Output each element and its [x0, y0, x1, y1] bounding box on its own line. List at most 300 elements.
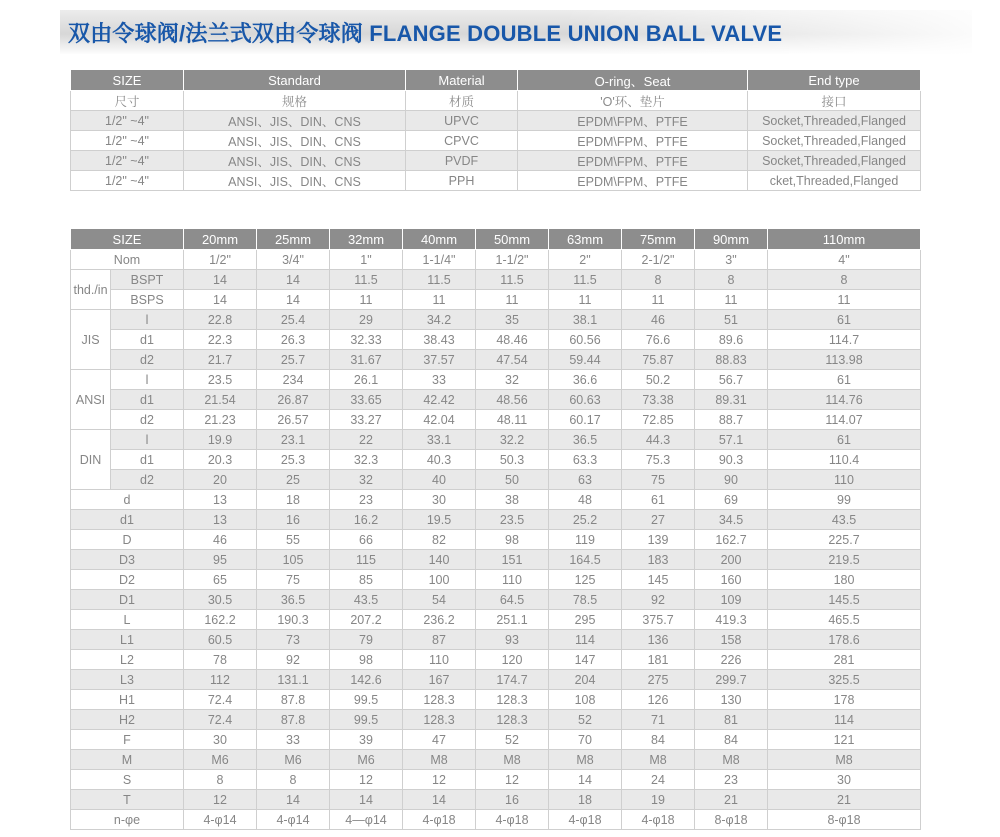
dim-cell: 8	[768, 270, 921, 290]
dim-row-label: d	[71, 490, 184, 510]
spec-cell: PPH	[406, 171, 518, 191]
dim-cell: 200	[695, 550, 768, 570]
dim-table-row	[71, 470, 921, 490]
dim-cell: 72.4	[184, 710, 257, 730]
dim-cell: 99	[768, 490, 921, 510]
dim-cell: 14	[257, 290, 330, 310]
spec-table-row	[71, 171, 921, 191]
dim-cell: 4"	[768, 250, 921, 270]
dim-cell: 60.63	[549, 390, 622, 410]
dim-cell: 93	[476, 630, 549, 650]
spec-table-row	[71, 111, 921, 131]
dim-cell: 110	[476, 570, 549, 590]
dim-cell: 14	[549, 770, 622, 790]
dim-cell: 50.2	[622, 370, 695, 390]
dim-cell: 25	[257, 470, 330, 490]
dim-cell: 160	[695, 570, 768, 590]
dim-cell: 64.5	[476, 590, 549, 610]
dim-cell: 190.3	[257, 610, 330, 630]
spec-cell: Socket,Threaded,Flanged	[748, 151, 921, 171]
dim-cell: 100	[403, 570, 476, 590]
dim-row-label: T	[71, 790, 184, 810]
dim-cell: 114.07	[768, 410, 921, 430]
dim-cell: 11	[622, 290, 695, 310]
spec-cell: ANSI、JIS、DIN、CNS	[184, 171, 406, 191]
dim-cell: 465.5	[768, 610, 921, 630]
spec-cell: 1/2" ~4"	[71, 131, 184, 151]
dim-cell: 14	[330, 790, 403, 810]
spec-column-header: End type	[748, 70, 921, 91]
dim-group-label: DIN	[71, 430, 111, 490]
dim-cell: 11	[768, 290, 921, 310]
dim-cell: 226	[695, 650, 768, 670]
spec-cell: PVDF	[406, 151, 518, 171]
dim-cell: 23.5	[476, 510, 549, 530]
dim-cell: 20.3	[184, 450, 257, 470]
dim-column-header: 32mm	[330, 229, 403, 250]
dim-cell: 19.9	[184, 430, 257, 450]
spec-cell: Socket,Threaded,Flanged	[748, 111, 921, 131]
dim-cell: 38.43	[403, 330, 476, 350]
dim-table-row	[71, 750, 921, 770]
dim-cell: 180	[768, 570, 921, 590]
spec-cell: EPDM\FPM、PTFE	[518, 131, 748, 151]
dim-cell: 33.1	[403, 430, 476, 450]
dim-header-row	[71, 229, 921, 250]
dim-row-label: Nom	[71, 250, 184, 270]
dim-cell: 87.8	[257, 690, 330, 710]
dim-cell: 76.6	[622, 330, 695, 350]
dim-row-label: L2	[71, 650, 184, 670]
dim-table-row	[71, 590, 921, 610]
dim-cell: 162.7	[695, 530, 768, 550]
dim-table-row	[71, 710, 921, 730]
dim-table-row	[71, 350, 921, 370]
dim-cell: 54	[403, 590, 476, 610]
dim-cell: M8	[695, 750, 768, 770]
dim-cell: 47	[403, 730, 476, 750]
dim-column-header: SIZE	[71, 229, 184, 250]
dim-cell: 178.6	[768, 630, 921, 650]
dim-cell: 89.6	[695, 330, 768, 350]
dim-column-header: 63mm	[549, 229, 622, 250]
dim-cell: 151	[476, 550, 549, 570]
dim-cell: 121	[768, 730, 921, 750]
dim-cell: 3"	[695, 250, 768, 270]
dim-cell: 11	[549, 290, 622, 310]
spec-cell: cket,Threaded,Flanged	[748, 171, 921, 191]
dim-cell: 85	[330, 570, 403, 590]
spec-column-header: Material	[406, 70, 518, 91]
dim-cell: 126	[622, 690, 695, 710]
dim-cell: 112	[184, 670, 257, 690]
spec-header-row-cn	[71, 91, 921, 111]
dim-cell: 61	[768, 310, 921, 330]
dim-cell: 21	[695, 790, 768, 810]
dim-cell: 27	[622, 510, 695, 530]
dim-row-label: d2	[111, 410, 184, 430]
dim-row-label: BSPT	[111, 270, 184, 290]
dim-cell: M8	[476, 750, 549, 770]
dim-row-label: BSPS	[111, 290, 184, 310]
dim-group-label: ANSI	[71, 370, 111, 430]
dim-cell: 236.2	[403, 610, 476, 630]
dim-cell: 16.2	[330, 510, 403, 530]
dim-cell: 60.17	[549, 410, 622, 430]
dim-cell: 219.5	[768, 550, 921, 570]
dim-cell: 1"	[330, 250, 403, 270]
dim-cell: 20	[184, 470, 257, 490]
dim-column-header: 25mm	[257, 229, 330, 250]
dim-cell: 23	[695, 770, 768, 790]
dim-cell: 48.11	[476, 410, 549, 430]
dim-cell: 98	[476, 530, 549, 550]
dim-cell: 325.5	[768, 670, 921, 690]
dim-cell: 98	[330, 650, 403, 670]
dim-cell: 114.76	[768, 390, 921, 410]
dim-cell: 48.46	[476, 330, 549, 350]
dim-cell: 225.7	[768, 530, 921, 550]
dim-row-label: L3	[71, 670, 184, 690]
dim-cell: 162.2	[184, 610, 257, 630]
dim-cell: M8	[622, 750, 695, 770]
dim-cell: 37.57	[403, 350, 476, 370]
spec-cell: 1/2" ~4"	[71, 151, 184, 171]
dim-cell: 164.5	[549, 550, 622, 570]
dim-cell: M6	[257, 750, 330, 770]
dim-cell: 11.5	[476, 270, 549, 290]
dim-cell: 109	[695, 590, 768, 610]
dimension-table	[70, 228, 921, 830]
dim-cell: 8	[622, 270, 695, 290]
dim-row-label: d1	[111, 330, 184, 350]
dim-cell: 61	[768, 430, 921, 450]
dim-cell: M8	[403, 750, 476, 770]
dim-cell: 51	[695, 310, 768, 330]
dim-cell: 16	[476, 790, 549, 810]
dim-cell: 4-φ18	[549, 810, 622, 830]
dim-cell: 147	[549, 650, 622, 670]
dim-cell: 14	[257, 270, 330, 290]
dim-cell: 16	[257, 510, 330, 530]
dim-cell: 55	[257, 530, 330, 550]
dim-cell: 84	[622, 730, 695, 750]
dim-cell: 92	[257, 650, 330, 670]
dim-table-row	[71, 570, 921, 590]
dim-cell: 14	[184, 270, 257, 290]
dim-cell: 78.5	[549, 590, 622, 610]
dim-cell: 25.2	[549, 510, 622, 530]
spec-column-header-cn: 规格	[184, 91, 406, 111]
dim-cell: 139	[622, 530, 695, 550]
dim-column-header: 20mm	[184, 229, 257, 250]
dim-cell: 183	[622, 550, 695, 570]
dim-cell: 1/2"	[184, 250, 257, 270]
dim-cell: 234	[257, 370, 330, 390]
dim-cell: 43.5	[768, 510, 921, 530]
dim-cell: 61	[622, 490, 695, 510]
dim-row-label: S	[71, 770, 184, 790]
dim-cell: 72.85	[622, 410, 695, 430]
spec-column-header-cn: 材质	[406, 91, 518, 111]
dim-column-header: 75mm	[622, 229, 695, 250]
spec-cell: Socket,Threaded,Flanged	[748, 131, 921, 151]
dim-cell: 19.5	[403, 510, 476, 530]
dim-cell: 56.7	[695, 370, 768, 390]
dim-cell: 12	[476, 770, 549, 790]
dim-cell: 128.3	[476, 710, 549, 730]
dim-cell: 75	[622, 470, 695, 490]
dim-cell: 110	[768, 470, 921, 490]
dim-cell: 131.1	[257, 670, 330, 690]
dim-cell: 42.04	[403, 410, 476, 430]
dim-cell: 2-1/2"	[622, 250, 695, 270]
dim-cell: 43.5	[330, 590, 403, 610]
dim-cell: 30.5	[184, 590, 257, 610]
dim-row-label: D1	[71, 590, 184, 610]
dim-cell: 34.5	[695, 510, 768, 530]
dim-cell: 60.56	[549, 330, 622, 350]
dim-cell: 4-φ18	[476, 810, 549, 830]
dim-cell: 8	[257, 770, 330, 790]
dim-cell: 79	[330, 630, 403, 650]
dim-cell: 66	[330, 530, 403, 550]
dim-table-row	[71, 330, 921, 350]
dim-cell: 145.5	[768, 590, 921, 610]
dim-cell: 24	[622, 770, 695, 790]
dim-cell: 22.3	[184, 330, 257, 350]
dim-cell: 48	[549, 490, 622, 510]
dim-cell: 42.42	[403, 390, 476, 410]
dim-cell: 2"	[549, 250, 622, 270]
dim-cell: 81	[695, 710, 768, 730]
dim-cell: 36.6	[549, 370, 622, 390]
dim-cell: 44.3	[622, 430, 695, 450]
spec-column-header: Standard	[184, 70, 406, 91]
dim-cell: 108	[549, 690, 622, 710]
dim-cell: 26.1	[330, 370, 403, 390]
dim-row-label: d2	[111, 470, 184, 490]
dim-cell: 31.67	[330, 350, 403, 370]
spec-column-header: SIZE	[71, 70, 184, 91]
dim-cell: 145	[622, 570, 695, 590]
dim-cell: 32.3	[330, 450, 403, 470]
dim-cell: 11.5	[330, 270, 403, 290]
dim-row-label: l	[111, 370, 184, 390]
dim-cell: 32.2	[476, 430, 549, 450]
dim-cell: 32.33	[330, 330, 403, 350]
spec-cell: EPDM\FPM、PTFE	[518, 151, 748, 171]
dim-cell: 13	[184, 490, 257, 510]
dim-cell: 11	[403, 290, 476, 310]
dim-cell: 72.4	[184, 690, 257, 710]
dim-cell: 251.1	[476, 610, 549, 630]
dim-cell: 87	[403, 630, 476, 650]
spec-cell: CPVC	[406, 131, 518, 151]
dim-cell: M8	[549, 750, 622, 770]
dim-table-row	[71, 670, 921, 690]
dim-table-row	[71, 630, 921, 650]
dim-cell: 128.3	[403, 710, 476, 730]
dim-cell: 8-φ18	[768, 810, 921, 830]
dim-cell: 46	[184, 530, 257, 550]
dim-cell: 75.87	[622, 350, 695, 370]
dim-cell: 46	[622, 310, 695, 330]
dim-cell: 99.5	[330, 690, 403, 710]
dim-cell: 23	[330, 490, 403, 510]
dim-cell: 89.31	[695, 390, 768, 410]
spec-cell: UPVC	[406, 111, 518, 131]
dim-column-header: 90mm	[695, 229, 768, 250]
dim-cell: 61	[768, 370, 921, 390]
dim-row-label: L1	[71, 630, 184, 650]
dim-cell: M8	[768, 750, 921, 770]
dim-row-label: l	[111, 310, 184, 330]
dim-cell: 299.7	[695, 670, 768, 690]
spec-cell: 1/2" ~4"	[71, 111, 184, 131]
dim-row-label: d2	[111, 350, 184, 370]
dim-cell: 32	[330, 470, 403, 490]
dim-cell: 114	[549, 630, 622, 650]
dim-cell: 1-1/4"	[403, 250, 476, 270]
dim-cell: 78	[184, 650, 257, 670]
dim-cell: 84	[695, 730, 768, 750]
spec-cell: 1/2" ~4"	[71, 171, 184, 191]
dim-cell: 22.8	[184, 310, 257, 330]
dim-row-label: d1	[111, 390, 184, 410]
dim-cell: 82	[403, 530, 476, 550]
dim-cell: 33	[403, 370, 476, 390]
dim-cell: 21.54	[184, 390, 257, 410]
dim-cell: 88.83	[695, 350, 768, 370]
dim-cell: 140	[403, 550, 476, 570]
dim-cell: 8	[184, 770, 257, 790]
dim-cell: 25.3	[257, 450, 330, 470]
dim-cell: 33.27	[330, 410, 403, 430]
dim-row-label: H1	[71, 690, 184, 710]
dim-cell: 75	[257, 570, 330, 590]
dim-table-row	[71, 650, 921, 670]
dim-cell: 35	[476, 310, 549, 330]
dim-cell: 12	[403, 770, 476, 790]
spec-table-row	[71, 131, 921, 151]
dim-cell: 60.5	[184, 630, 257, 650]
dim-table-row	[71, 370, 921, 390]
dim-table-row	[71, 770, 921, 790]
spec-table	[70, 69, 921, 191]
dim-cell: 87.8	[257, 710, 330, 730]
dim-cell: 40	[403, 470, 476, 490]
dim-cell: 50	[476, 470, 549, 490]
dim-cell: 125	[549, 570, 622, 590]
dim-cell: 207.2	[330, 610, 403, 630]
dim-cell: 50.3	[476, 450, 549, 470]
dim-cell: 33	[257, 730, 330, 750]
dim-cell: 90.3	[695, 450, 768, 470]
dim-column-header: 110mm	[768, 229, 921, 250]
spec-cell: ANSI、JIS、DIN、CNS	[184, 111, 406, 131]
dim-cell: 40.3	[403, 450, 476, 470]
dim-cell: 21	[768, 790, 921, 810]
dim-cell: 69	[695, 490, 768, 510]
dim-cell: 30	[403, 490, 476, 510]
dim-cell: 95	[184, 550, 257, 570]
dim-cell: 128.3	[403, 690, 476, 710]
dim-cell: 114	[768, 710, 921, 730]
dim-cell: 13	[184, 510, 257, 530]
dim-cell: 36.5	[549, 430, 622, 450]
dim-cell: 295	[549, 610, 622, 630]
dim-cell: 63	[549, 470, 622, 490]
dim-cell: 23.5	[184, 370, 257, 390]
dim-cell: M6	[330, 750, 403, 770]
dim-column-header: 50mm	[476, 229, 549, 250]
spec-column-header-cn: 尺寸	[71, 91, 184, 111]
dim-cell: 19	[622, 790, 695, 810]
dim-table-row	[71, 310, 921, 330]
dim-table-row	[71, 250, 921, 270]
dim-row-label: D3	[71, 550, 184, 570]
spec-cell: EPDM\FPM、PTFE	[518, 171, 748, 191]
dim-row-label: M	[71, 750, 184, 770]
dim-cell: M6	[184, 750, 257, 770]
dim-cell: 128.3	[476, 690, 549, 710]
dim-cell: 32	[476, 370, 549, 390]
dim-cell: 181	[622, 650, 695, 670]
dim-cell: 174.7	[476, 670, 549, 690]
spec-cell: ANSI、JIS、DIN、CNS	[184, 151, 406, 171]
dim-cell: 57.1	[695, 430, 768, 450]
dim-cell: 14	[184, 290, 257, 310]
dim-cell: 59.44	[549, 350, 622, 370]
dim-cell: 75.3	[622, 450, 695, 470]
dim-row-label: D2	[71, 570, 184, 590]
page-title: 双由令球阀/法兰式双由令球阀 FLANGE DOUBLE UNION BALL VALVE	[60, 10, 972, 54]
dim-cell: 142.6	[330, 670, 403, 690]
dim-cell: 11	[695, 290, 768, 310]
dim-cell: 71	[622, 710, 695, 730]
dim-row-label: F	[71, 730, 184, 750]
dim-cell: 8	[695, 270, 768, 290]
dim-table-row	[71, 810, 921, 830]
dim-table-row	[71, 390, 921, 410]
dim-table-row	[71, 490, 921, 510]
dim-cell: 25.4	[257, 310, 330, 330]
dim-cell: 375.7	[622, 610, 695, 630]
dim-cell: 275	[622, 670, 695, 690]
dim-cell: 26.3	[257, 330, 330, 350]
dim-cell: 12	[184, 790, 257, 810]
dim-cell: 3/4"	[257, 250, 330, 270]
dim-cell: 115	[330, 550, 403, 570]
dim-cell: 38.1	[549, 310, 622, 330]
spec-column-header: O-ring、Seat	[518, 70, 748, 91]
dim-cell: 130	[695, 690, 768, 710]
dim-cell: 110	[403, 650, 476, 670]
dim-cell: 4—φ14	[330, 810, 403, 830]
dim-cell: 204	[549, 670, 622, 690]
dim-cell: 21.23	[184, 410, 257, 430]
dim-cell: 90	[695, 470, 768, 490]
dim-cell: 33.65	[330, 390, 403, 410]
dim-cell: 136	[622, 630, 695, 650]
dim-cell: 26.87	[257, 390, 330, 410]
dim-cell: 110.4	[768, 450, 921, 470]
dim-table-row	[71, 530, 921, 550]
dim-cell: 36.5	[257, 590, 330, 610]
dim-cell: 70	[549, 730, 622, 750]
dim-cell: 105	[257, 550, 330, 570]
